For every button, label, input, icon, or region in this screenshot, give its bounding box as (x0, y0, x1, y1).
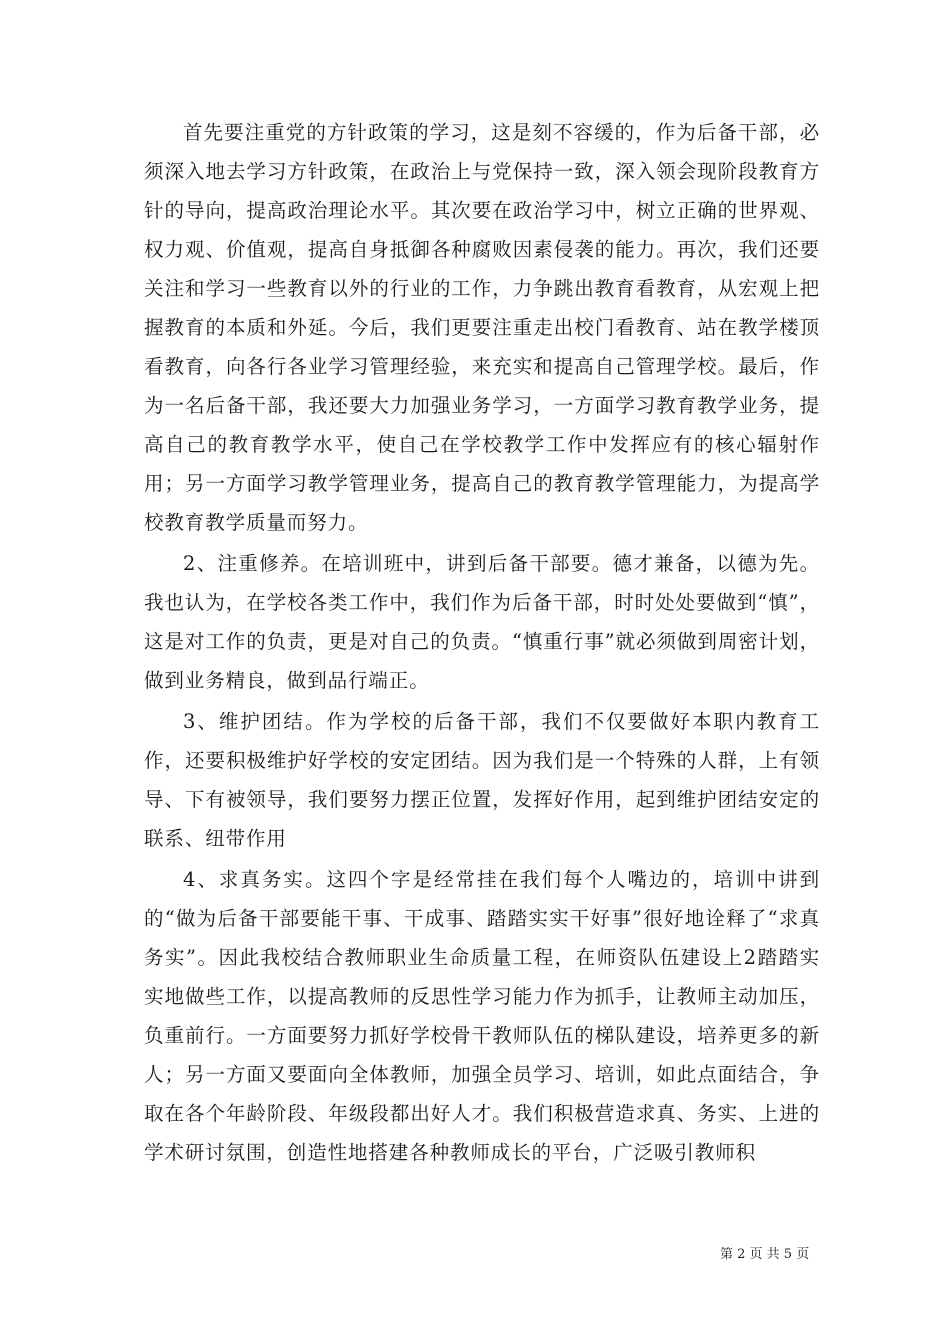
paragraph-pragmatism: 4、求真务实。这四个字是经常挂在我们每个人嘴边的，培训中讲到的“做为后备干部要能干事、干成事、踏踏实实干好事”很好地诠释了“求真务实”。因此我校结合教师职业生命质量工程，在师资队伍建设上2踏踏实实地做些工作，以提高教师的反思性学习能力作为抓手，让教师主动加压，负重前行。一方面要努力抓好学校骨干教师队伍的梯队建设，培养更多的新人；另一方面又要面向全体教师，加强全员学习、培训，如此点面结合，争取在各个年龄阶段、年级段都出好人才。我们积极营造求真、务实、上进的学术研讨氛围，创造性地搭建各种教师成长的平台，广泛吸引教师积 (144, 868, 820, 1164)
paragraph-study-policy: 首先要注重党的方针政策的学习，这是刻不容缓的，作为后备干部，必须深入地去学习方针政策，在政治上与党保持一致，深入领会现阶段教育方针的导向，提高政治理论水平。其次要在政治学习中，树立正确的世界观、权力观、价值观，提高自身抵御各种腐败因素侵袭的能力。再次，我们还要关注和学习一些教育以外的行业的工作，力争跳出教育看教育，从宏观上把握教育的本质和外延。今后，我们更要注重走出校门看教育、站在教学楼顶看教育，向各行各业学习管理经验，来充实和提高自己管理学校。最后，作为一名后备干部，我还要大力加强业务学习，一方面学习教育教学业务，提高自己的教育教学水平，使自己在学校教学工作中发挥应有的核心辐射作用；另一方面学习教学管理业务，提高自己的教育教学管理能力，为提高学校教育教学质量而努力。 (144, 121, 820, 534)
document-body (144, 113, 820, 1172)
paragraph-cultivation: 2、注重修养。在培训班中，讲到后备干部要。德才兼备，以德为先。我也认为，在学校各类工作中，我们作为后备干部，时时处处要做到“慎”，这是对工作的负责，更是对自己的负责。“慎重行事”就必须做到周密计划，做到业务精良，做到品行端正。 (144, 552, 820, 692)
page-number-footer: 第 2 页 共 5 页 (720, 1247, 810, 1262)
paragraph-unity: 3、维护团结。作为学校的后备干部，我们不仅要做好本职内教育工作，还要积极维护好学校的安定团结。因为我们是一个特殊的人群，上有领导、下有被领导，我们要努力摆正位置，发挥好作用，起到维护团结安定的联系、纽带作用 (144, 710, 820, 850)
